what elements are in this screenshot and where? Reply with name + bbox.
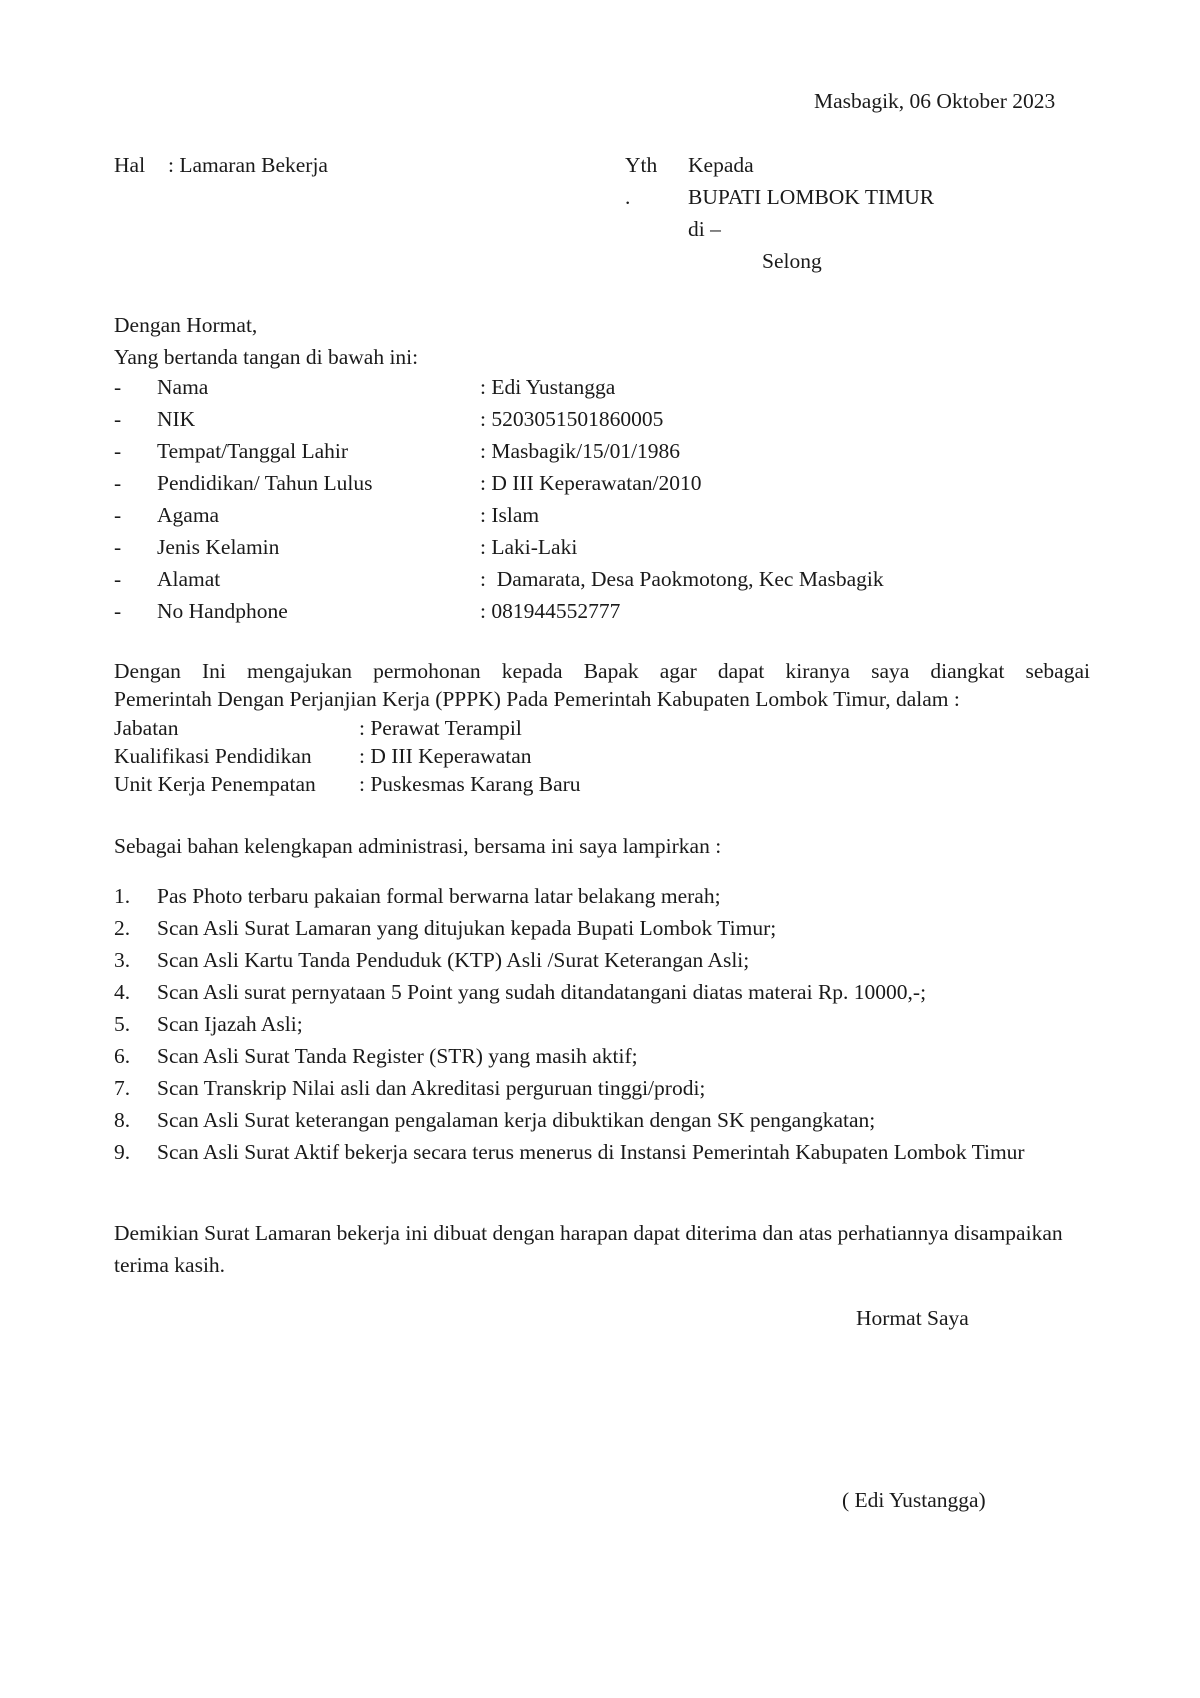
closing-paragraph: Demikian Surat Lamaran bekerja ini dibuat dengan harapan dapat diterima dan atas perhatiannya disampaikan terima kasih. <box>114 1221 1063 1277</box>
greeting-intro: Yang bertanda tangan di bawah ini: <box>114 345 419 369</box>
item-text: Scan Asli Surat keterangan pengalaman kerja dibuktikan dengan SK pengangkatan; <box>157 1108 876 1132</box>
kepada-label: Kepada <box>688 153 754 177</box>
greeting-salutation: Dengan Hormat, <box>114 313 258 337</box>
item-text: Scan Asli Surat Lamaran yang ditujukan kepada Bupati Lombok Timur; <box>157 916 777 940</box>
work-unit-label: Unit Kerja Penempatan <box>114 772 316 796</box>
field-value: : Islam <box>480 503 540 527</box>
list-item <box>114 1072 1090 1104</box>
bullet-dash: - <box>114 439 122 463</box>
item-number: 2. <box>114 916 131 940</box>
field-value: : Edi Yustangga <box>480 375 616 399</box>
recipient-city: Selong <box>762 249 822 273</box>
applicant-row <box>114 371 884 403</box>
recipient-di: di – <box>688 217 721 241</box>
list-item <box>114 1136 1090 1168</box>
item-number: 8. <box>114 1108 131 1132</box>
item-text: Scan Asli Surat Aktif bekerja secara terus menerus di Instansi Pemerintah Kabupaten Lombok Timur <box>157 1140 1025 1164</box>
regards-text: Hormat Saya <box>856 1306 969 1330</box>
field-label: No Handphone <box>157 599 288 623</box>
item-text: Scan Asli Surat Tanda Register (STR) yang masih aktif; <box>157 1044 638 1068</box>
yth-label: Yth <box>625 153 658 177</box>
subject-line <box>114 149 328 181</box>
bullet-dash: - <box>114 599 122 623</box>
bullet-dash: - <box>114 567 122 591</box>
request-paragraph-line2: Pemerintah Dengan Perjanjian Kerja (PPPK) Pada Pemerintah Kabupaten Lombok Timur, dalam : <box>114 687 960 711</box>
applicant-row <box>114 563 884 595</box>
list-item <box>114 912 1090 944</box>
item-number: 9. <box>114 1140 131 1164</box>
request-paragraph-line1: Dengan Ini mengajukan permohonan kepada Bapak agar dapat kiranya saya diangkat sebagai <box>114 659 1090 683</box>
position-label: Jabatan <box>114 716 179 740</box>
bullet-dash: - <box>114 375 122 399</box>
field-label: Alamat <box>157 567 221 591</box>
item-text: Scan Transkrip Nilai asli dan Akreditasi perguruan tinggi/prodi; <box>157 1076 706 1100</box>
list-item <box>114 944 1090 976</box>
item-number: 4. <box>114 980 131 1004</box>
applicant-row <box>114 435 884 467</box>
work-unit-value: : Puskesmas Karang Baru <box>359 772 581 796</box>
applicant-row <box>114 531 884 563</box>
work-unit-field <box>114 770 581 798</box>
bullet-dash: - <box>114 535 122 559</box>
item-text: Pas Photo terbaru pakaian formal berwarna latar belakang merah; <box>157 884 721 908</box>
qualification-label: Kualifikasi Pendidikan <box>114 744 312 768</box>
list-item <box>114 1008 1090 1040</box>
bullet-dash: - <box>114 503 122 527</box>
field-label: Tempat/Tanggal Lahir <box>157 439 349 463</box>
qualification-value: : D III Keperawatan <box>359 744 532 768</box>
subject-value: : Lamaran Bekerja <box>168 153 328 177</box>
list-item <box>114 880 1090 912</box>
field-value: : Damarata, Desa Paokmotong, Kec Masbagik <box>480 567 884 591</box>
list-item <box>114 1104 1090 1136</box>
field-value: : Masbagik/15/01/1986 <box>480 439 681 463</box>
field-value: : Laki-Laki <box>480 535 578 559</box>
list-item <box>114 976 1090 1008</box>
item-text: Scan Asli surat pernyataan 5 Point yang sudah ditandatangani diatas materai Rp. 10000,-; <box>157 980 927 1004</box>
field-label: Pendidikan/ Tahun Lulus <box>157 471 373 495</box>
position-field <box>114 714 522 742</box>
field-value: : D III Keperawatan/2010 <box>480 471 702 495</box>
attachments-intro: Sebagai bahan kelengkapan administrasi, bersama ini saya lampirkan : <box>114 834 722 858</box>
signature-name: ( Edi Yustangga) <box>842 1488 986 1512</box>
bullet-dash: - <box>114 407 122 431</box>
item-number: 7. <box>114 1076 131 1100</box>
field-label: Nama <box>157 375 209 399</box>
bullet-dash: - <box>114 471 122 495</box>
applicant-row <box>114 499 884 531</box>
list-item <box>114 1040 1090 1072</box>
item-text: Scan Asli Kartu Tanda Penduduk (KTP) Asli /Surat Keterangan Asli; <box>157 948 750 972</box>
field-value: : 5203051501860005 <box>480 407 664 431</box>
field-label: Agama <box>157 503 220 527</box>
item-number: 5. <box>114 1012 131 1036</box>
applicant-row <box>114 403 884 435</box>
applicant-data-list <box>114 371 884 627</box>
item-number: 3. <box>114 948 131 972</box>
recipient-name: BUPATI LOMBOK TIMUR <box>688 185 935 209</box>
field-value: : 081944552777 <box>480 599 621 623</box>
field-label: NIK <box>157 407 196 431</box>
qualification-field <box>114 742 532 770</box>
field-label: Jenis Kelamin <box>157 535 280 559</box>
applicant-row <box>114 595 884 627</box>
letter-date: Masbagik, 06 Oktober 2023 <box>814 89 1056 113</box>
item-text: Scan Ijazah Asli; <box>157 1012 303 1036</box>
item-number: 6. <box>114 1044 131 1068</box>
applicant-row <box>114 467 884 499</box>
attachments-list <box>114 880 1090 1168</box>
yth-dot: . <box>625 185 631 209</box>
position-value: : Perawat Terampil <box>359 716 522 740</box>
subject-label: Hal <box>114 153 146 177</box>
item-number: 1. <box>114 884 131 908</box>
